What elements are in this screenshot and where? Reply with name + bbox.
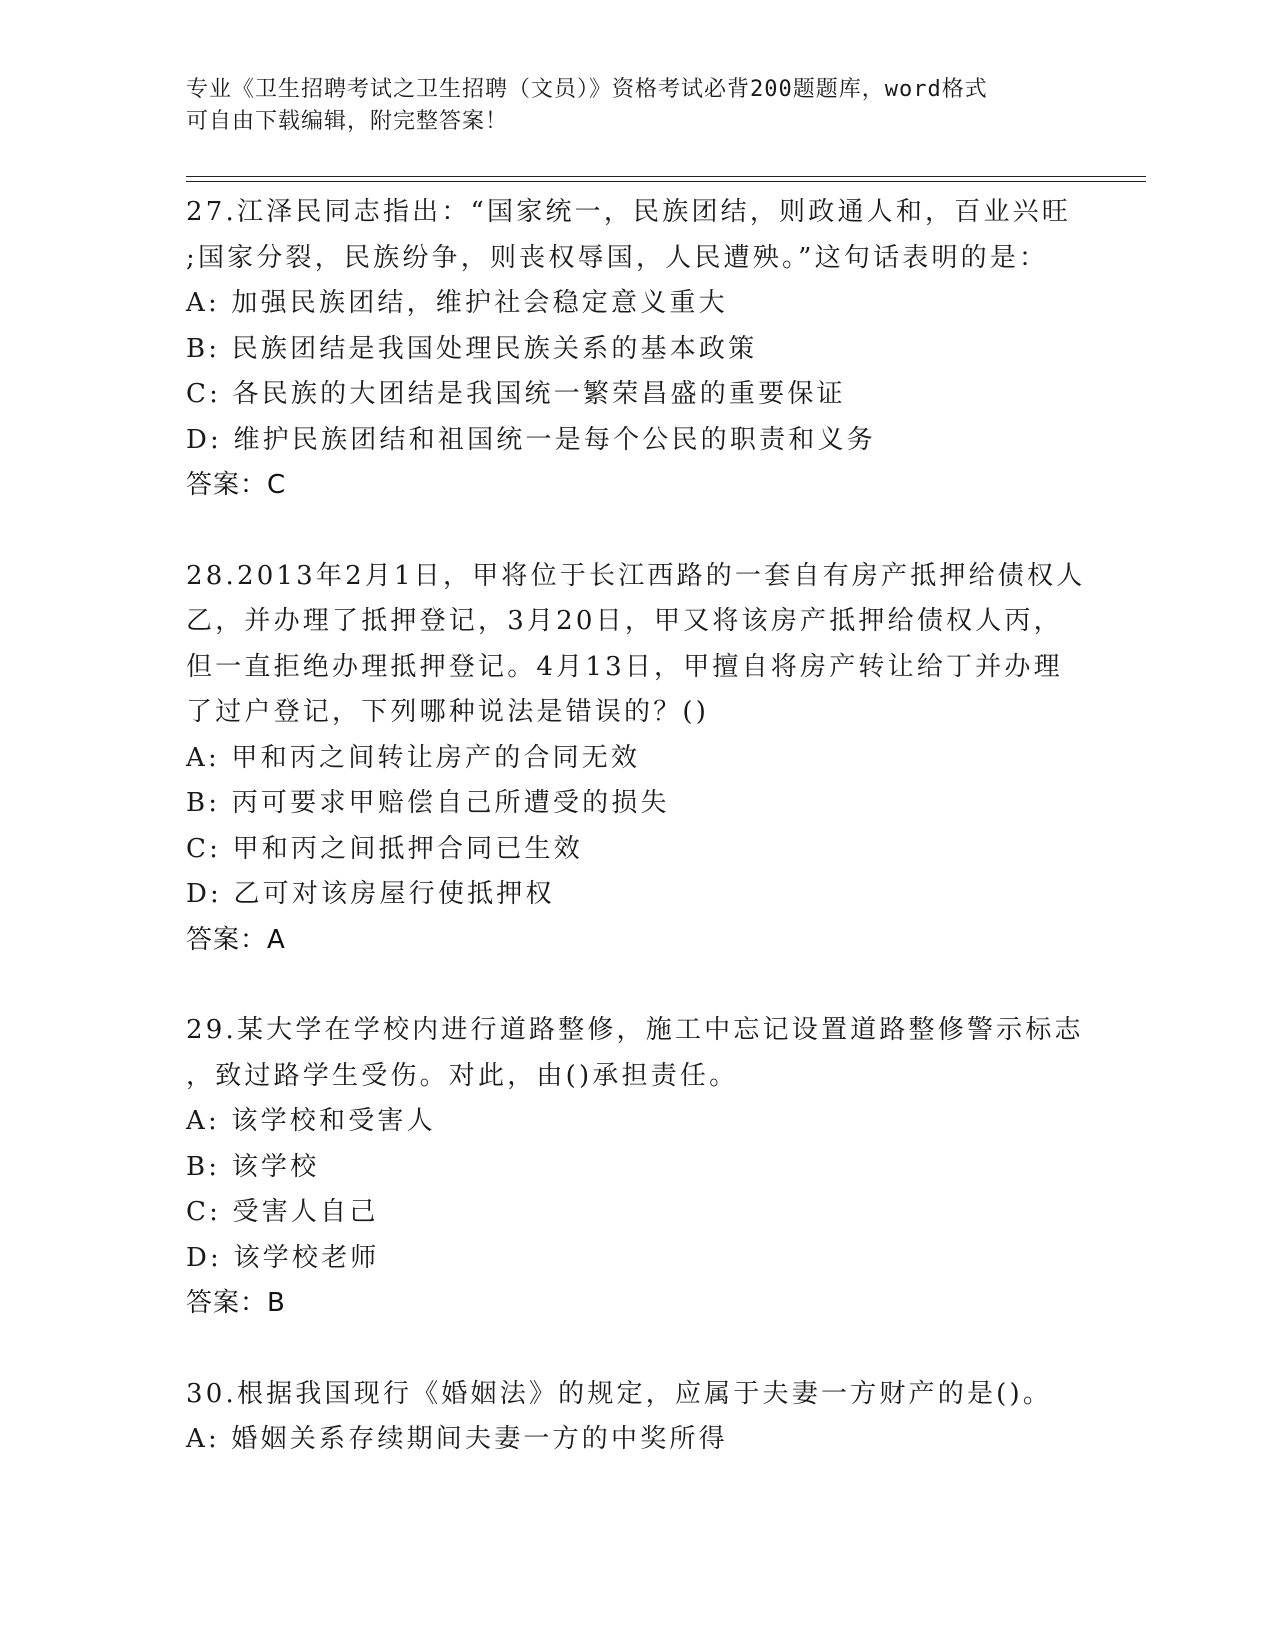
answer-option: C: 甲和丙之间抵押合同已生效 [186,833,583,864]
question-text-line: 29.某大学在学校内进行道路整修，施工中忘记设置道路整修警示标志 [186,1015,1084,1045]
answer-option: D: 维护民族团结和祖国统一是每个公民的职责和义务 [186,424,876,455]
answer-option: B: 该学校 [186,1151,320,1182]
answer-option: A: 加强民族团结，维护社会稳定意义重大 [186,288,728,318]
answer-key: 答案：C [186,470,287,500]
question-text-line: 了过户登记，下列哪种说法是错误的？() [186,697,710,727]
document-header [186,74,1086,138]
answer-option: B: 民族团结是我国处理民族关系的基本政策 [186,333,758,364]
question-block [186,1372,1146,1463]
question-block [186,554,1146,964]
header-line-2: 可自由下载编辑，附完整答案！ [186,109,509,134]
answer-key: 答案：B [186,1288,286,1318]
answer-option: C: 各民族的大团结是我国统一繁荣昌盛的重要保证 [186,379,846,409]
question-text-line: 27.江泽民同志指出：“国家统一，民族团结，则政通人和，百业兴旺 [186,197,1072,227]
question-text-line: 30.根据我国现行《婚姻法》的规定，应属于夫妻一方财产的是()。 [186,1378,1053,1409]
header-divider-top [186,176,1146,177]
answer-option: A: 该学校和受害人 [186,1106,436,1136]
question-text-line: 28.2013年2月1日，甲将位于长江西路的一套自有房产抵押给债权人 [186,560,1086,591]
answer-option: A: 甲和丙之间转让房产的合同无效 [186,742,641,773]
question-text-line: 但一直拒绝办理抵押登记。4月13日，甲擅自将房产转让给丁并办理 [186,651,1063,682]
answer-key: 答案：A [186,924,286,955]
question-text-line: ;国家分裂，民族纷争，则丧权辱国，人民遭殃。”这句话表明的是： [186,242,1049,273]
question-block [186,190,1146,509]
answer-option: D: 乙可对该房屋行使抵押权 [186,879,555,909]
answer-option: C: 受害人自己 [186,1197,379,1227]
answer-option: D: 该学校老师 [186,1242,380,1273]
answer-option: A: 婚姻关系存续期间夫妻一方的中奖所得 [186,1424,728,1454]
header-line-1: 专业《卫生招聘考试之卫生招聘（文员）》资格考试必背200题题库，word格式 [186,77,988,102]
header-divider-bottom [186,181,1146,182]
question-text-line: 乙，并办理了抵押登记，3月20日，甲又将该房产抵押给债权人丙， [186,606,1063,636]
answer-option: B: 丙可要求甲赔偿自己所遭受的损失 [186,788,670,818]
question-list [186,190,1146,1508]
question-block [186,1008,1146,1327]
question-text-line: ，致过路学生受伤。对此，由()承担责任。 [186,1060,739,1091]
